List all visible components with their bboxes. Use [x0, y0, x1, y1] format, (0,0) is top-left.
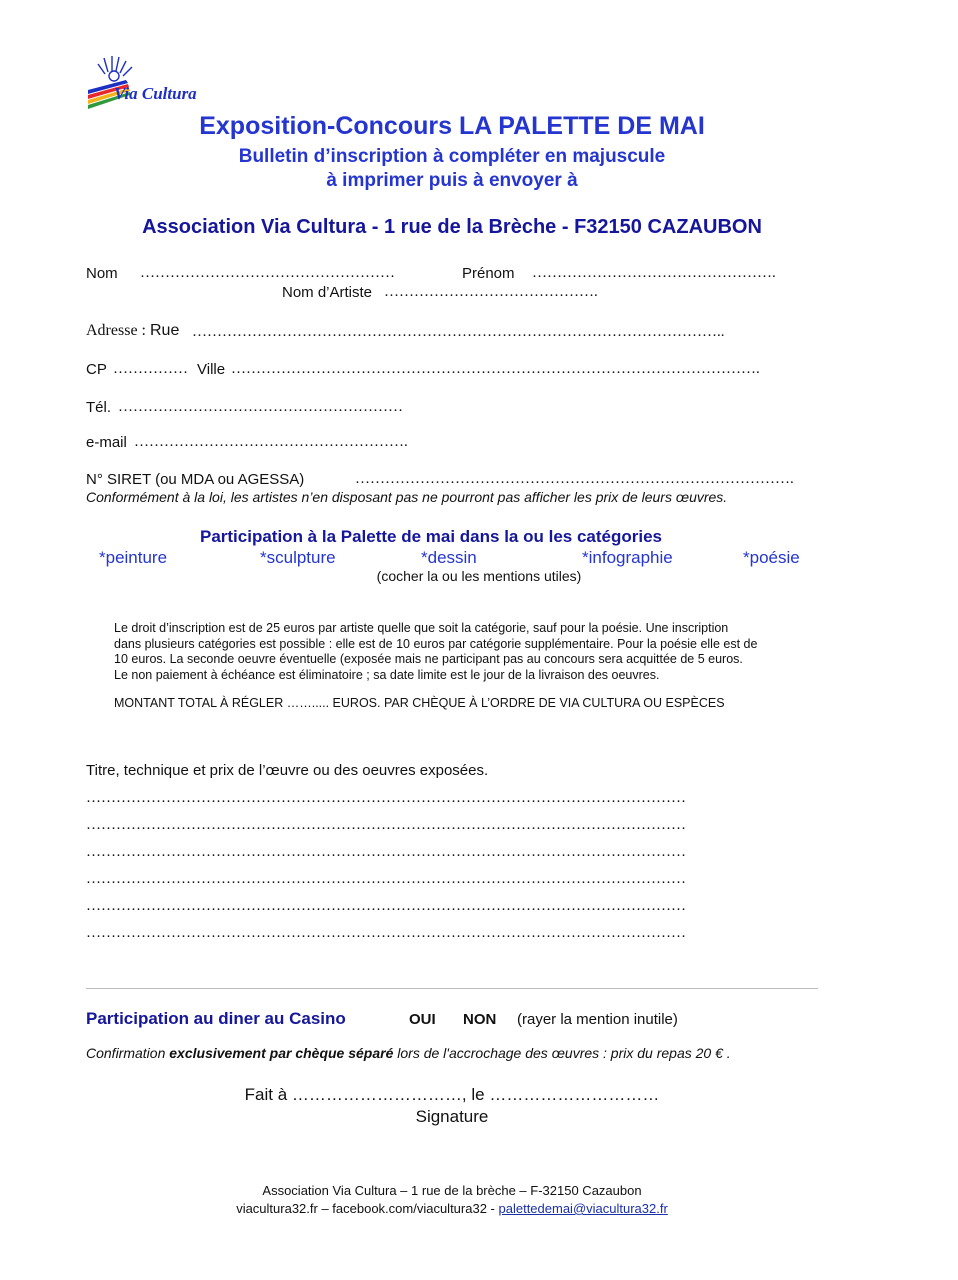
category-peinture[interactable]: *peinture: [99, 548, 168, 567]
dinner-note: (rayer la mention inutile): [517, 1011, 678, 1028]
works-line-5[interactable]: …………………………………………………………………………………………………………: [86, 898, 686, 914]
mailing-address: Association Via Cultura - 1 rue de la Brèche - F32150 CAZAUBON: [142, 216, 762, 238]
fait-a-line[interactable]: Fait à …………………………, le …………………………: [244, 1085, 660, 1104]
footer-sites: viacultura32.fr – facebook.com/viacultura32 -: [236, 1201, 499, 1216]
tel-field[interactable]: …………………………………………………: [118, 399, 403, 415]
ville-field[interactable]: …………………………………………………………………………………………….: [231, 361, 760, 377]
ville-label: Ville: [197, 361, 226, 378]
signature-label: Signature: [415, 1107, 489, 1126]
subtitle-line-2: à imprimer puis à envoyer à: [326, 170, 578, 191]
category-dessin[interactable]: *dessin: [421, 548, 477, 567]
fees-paragraph: [114, 621, 819, 683]
footer-address: Association Via Cultura – 1 rue de la brèche – F-32150 Cazaubon: [262, 1183, 642, 1198]
category-infographie[interactable]: *infographie: [582, 548, 673, 567]
dinner-confirmation: [86, 1045, 731, 1061]
dinner-heading: Participation au diner au Casino: [86, 1009, 346, 1028]
nom-label: Nom: [86, 265, 118, 282]
dinner-oui[interactable]: OUI: [409, 1011, 436, 1028]
artiste-field[interactable]: …………………………………….: [384, 284, 598, 300]
logo-text: Via Cultura: [114, 84, 197, 103]
categories-heading: Participation à la Palette de mai dans la ou les catégories: [199, 527, 662, 546]
adresse-label: Adresse :: [86, 322, 150, 339]
section-divider: [86, 988, 818, 989]
confirm-post: lors de l'accrochage des œuvres : prix du repas 20 € .: [393, 1045, 731, 1061]
cp-field[interactable]: ……………: [113, 361, 188, 377]
works-line-3[interactable]: …………………………………………………………………………………………………………: [86, 844, 686, 860]
works-line-2[interactable]: …………………………………………………………………………………………………………: [86, 817, 686, 833]
category-poesie[interactable]: *poésie: [743, 548, 800, 567]
siret-label: N° SIRET (ou MDA ou AGESSA): [86, 471, 305, 488]
confirm-pre: Confirmation: [86, 1045, 170, 1061]
rue-field[interactable]: ……………………………………………………………………………………………..: [192, 324, 725, 340]
email-field[interactable]: ……………………………………………….: [134, 434, 408, 450]
rue-label: Rue: [149, 322, 180, 339]
logo-graphic-icon: [86, 52, 197, 112]
prenom-label: Prénom: [462, 265, 515, 282]
tel-label: Tél.: [86, 399, 112, 416]
works-label: Titre, technique et prix de l’œuvre ou des oeuvres exposées.: [86, 762, 489, 779]
artiste-label: Nom d’Artiste: [282, 284, 373, 301]
via-cultura-logo: [86, 52, 197, 112]
cp-label: CP: [86, 361, 107, 378]
dinner-non[interactable]: NON: [463, 1011, 497, 1028]
confirm-bold: exclusivement par chèque séparé: [169, 1045, 394, 1061]
page-title: Exposition-Concours LA PALETTE DE MAI: [199, 112, 705, 140]
footer-links: [0, 1201, 904, 1216]
fees-line-4: Le non paiement à échéance est éliminatoire ; sa date limite est le jour de la livraison des oeuvres.: [114, 667, 660, 682]
nom-field[interactable]: ……………………………………………: [140, 265, 395, 281]
adresse-row: [86, 322, 179, 340]
prenom-field[interactable]: ………………………………………….: [532, 265, 776, 281]
categories-note: (cocher la ou les mentions utiles): [376, 568, 582, 584]
fees-line-1: Le droit d’inscription est de 25 euros par artiste quelle que soit la catégorie, sauf pour la poésie. Une inscription: [114, 621, 729, 635]
siret-field[interactable]: …………………………………………………………………………….: [355, 471, 794, 487]
fees-line-2: dans plusieurs catégories est possible : elle est de 10 euros par catégorie supplémentaire. Pour la poésie elle est de: [114, 636, 758, 651]
works-line-4[interactable]: …………………………………………………………………………………………………………: [86, 871, 686, 887]
category-sculpture[interactable]: *sculpture: [260, 548, 336, 567]
subtitle-line-1: Bulletin d’inscription à compléter en majuscule: [238, 146, 666, 167]
footer-email-link[interactable]: palettedemai@viacultura32.fr: [498, 1201, 668, 1216]
email-label: e-mail: [86, 434, 127, 451]
works-line-6[interactable]: …………………………………………………………………………………………………………: [86, 925, 686, 941]
siret-note: Conformément à la loi, les artistes n’en disposant pas ne pourront pas afficher les prix de leurs œuvres.: [86, 489, 728, 505]
total-amount-line: MONTANT TOTAL À RÉGLER ……..... EUROS. PAR CHÈQUE À L’ORDRE DE VIA CULTURA OU ESPÈCES: [114, 696, 725, 710]
works-line-1[interactable]: …………………………………………………………………………………………………………: [86, 790, 686, 806]
fees-line-3: 10 euros. La seconde oeuvre éventuelle (exposée mais ne participant pas au concours sera acquittée de 5 euros.: [114, 652, 743, 666]
